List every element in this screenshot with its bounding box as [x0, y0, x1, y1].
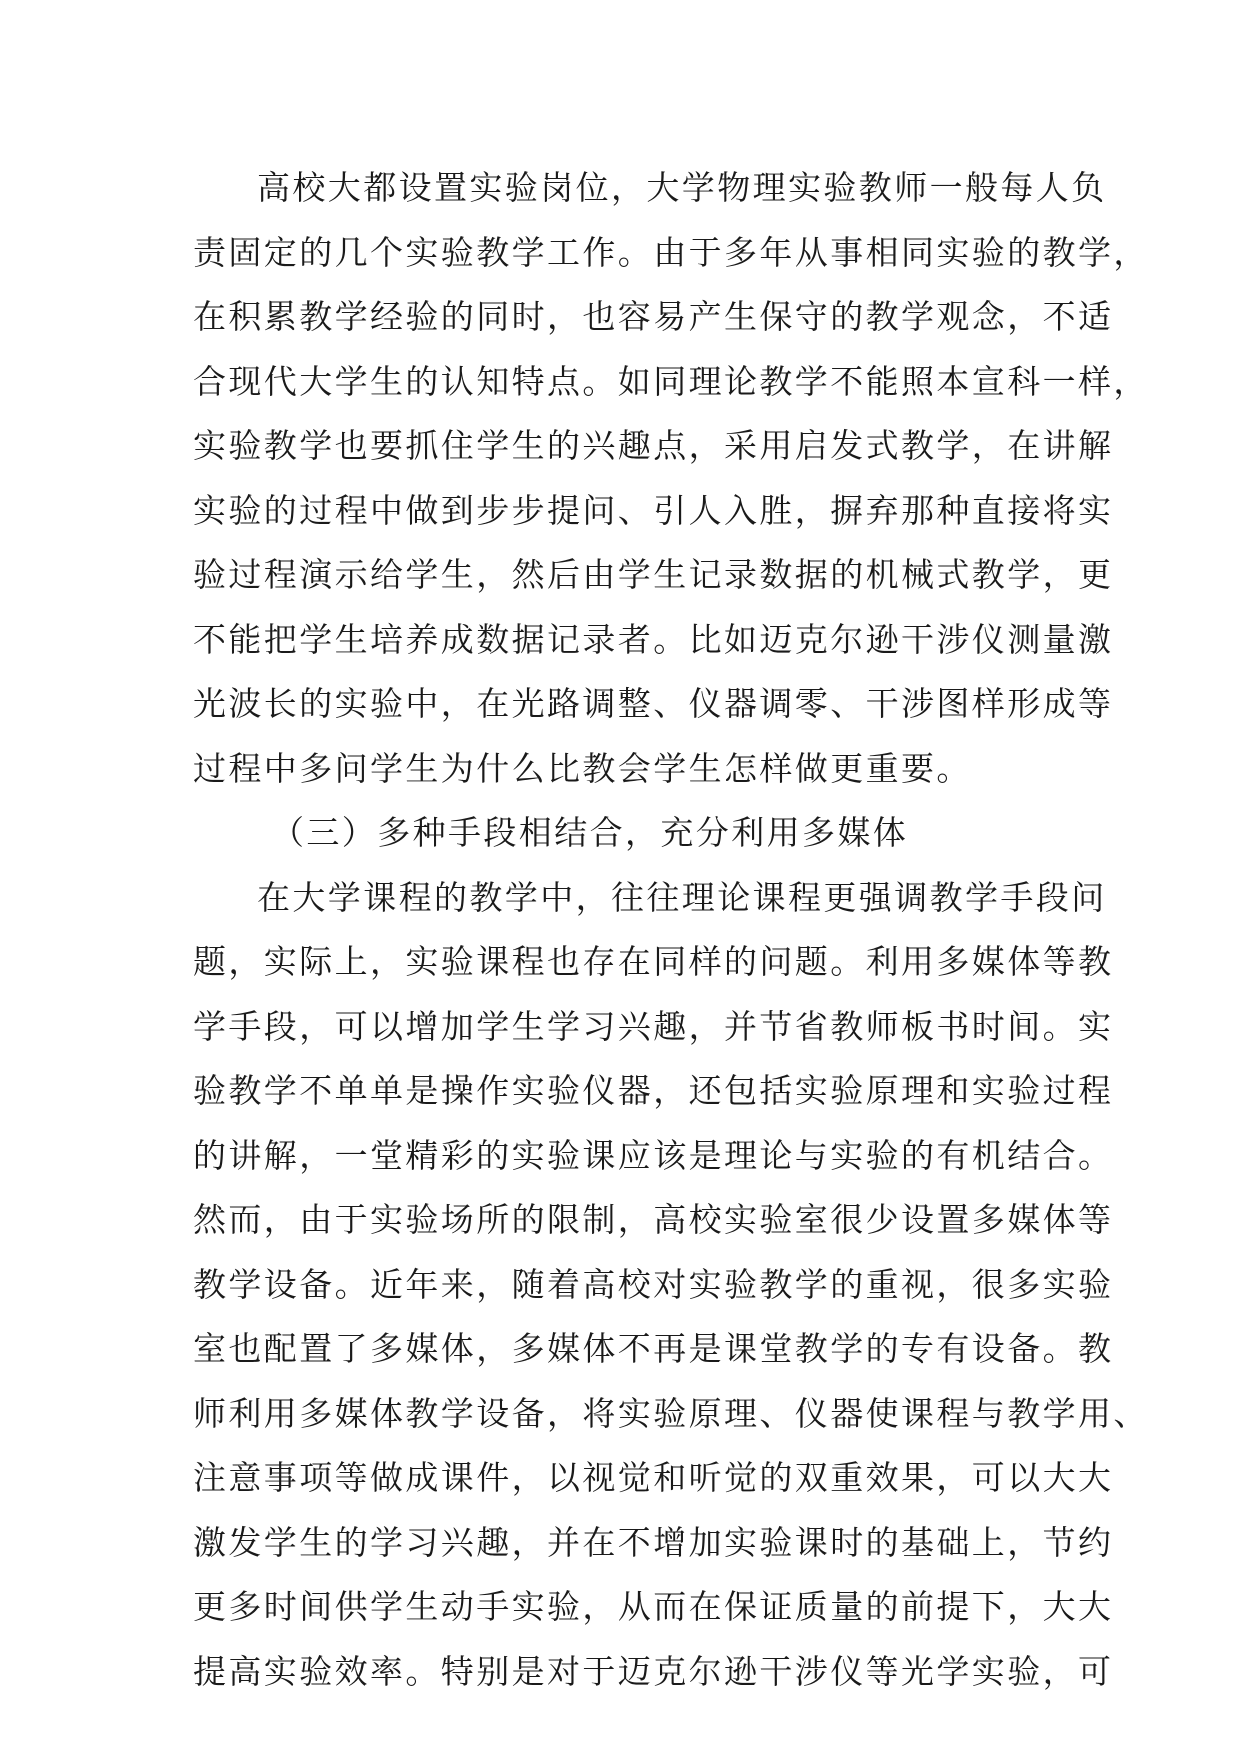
text-line: 激发学生的学习兴趣，并在不增加实验课时的基础上，节约	[193, 1522, 1114, 1562]
text-line: 室也配置了多媒体，多媒体不再是课堂教学的专有设备。教	[193, 1329, 1114, 1368]
text-line: 教学设备。近年来，随着高校对实验教学的重视，很多实验	[193, 1264, 1114, 1304]
text-line: 师利用多媒体教学设备，将实验原理、仪器使课程与教学用、	[193, 1393, 1149, 1433]
text-line: 光波长的实验中，在光路调整、仪器调零、干涉图样形成等	[193, 684, 1114, 723]
text-line: 题，实际上，实验课程也存在同样的问题。利用多媒体等教	[193, 942, 1114, 981]
text-line: 合现代大学生的认知特点。如同理论教学不能照本宣科一样，	[193, 361, 1149, 401]
text-line: 责固定的几个实验教学工作。由于多年从事相同实验的教学，	[193, 232, 1149, 272]
text-line: 然而，由于实验场所的限制，高校实验室很少设置多媒体等	[193, 1200, 1114, 1239]
section-heading: （三）多种手段相结合，充分利用多媒体	[271, 813, 909, 852]
text-line: 学手段，可以增加学生学习兴趣，并节省教师板书时间。实	[193, 1006, 1114, 1046]
text-line: 验教学不单单是操作实验仪器，还包括实验原理和实验过程	[193, 1071, 1114, 1110]
text-line: 在积累教学经验的同时，也容易产生保守的教学观念，不适	[193, 297, 1114, 336]
text-line: 更多时间供学生动手实验，从而在保证质量的前提下，大大	[193, 1587, 1114, 1626]
body-text	[193, 156, 1149, 1704]
text-line: 验过程演示给学生，然后由学生记录数据的机械式教学，更	[193, 555, 1114, 594]
paragraph-first-line: 高校大都设置实验岗位，大学物理实验教师一般每人负	[257, 168, 1107, 207]
text-line: 提高实验效率。特别是对于迈克尔逊干涉仪等光学实验，可	[193, 1651, 1114, 1691]
paragraph-first-line: 在大学课程的教学中，往往理论课程更强调教学手段问	[257, 877, 1107, 917]
text-line: 过程中多问学生为什么比教会学生怎样做更重要。	[193, 748, 972, 788]
text-line: 不能把学生培养成数据记录者。比如迈克尔逊干涉仪测量激	[193, 619, 1114, 659]
text-line: 实验的过程中做到步步提问、引人入胜，摒弃那种直接将实	[193, 490, 1114, 530]
text-line: 实验教学也要抓住学生的兴趣点，采用启发式教学，在讲解	[193, 426, 1114, 465]
text-line: 的讲解，一堂精彩的实验课应该是理论与实验的有机结合。	[193, 1135, 1114, 1175]
text-line: 注意事项等做成课件，以视觉和听觉的双重效果，可以大大	[193, 1458, 1114, 1497]
